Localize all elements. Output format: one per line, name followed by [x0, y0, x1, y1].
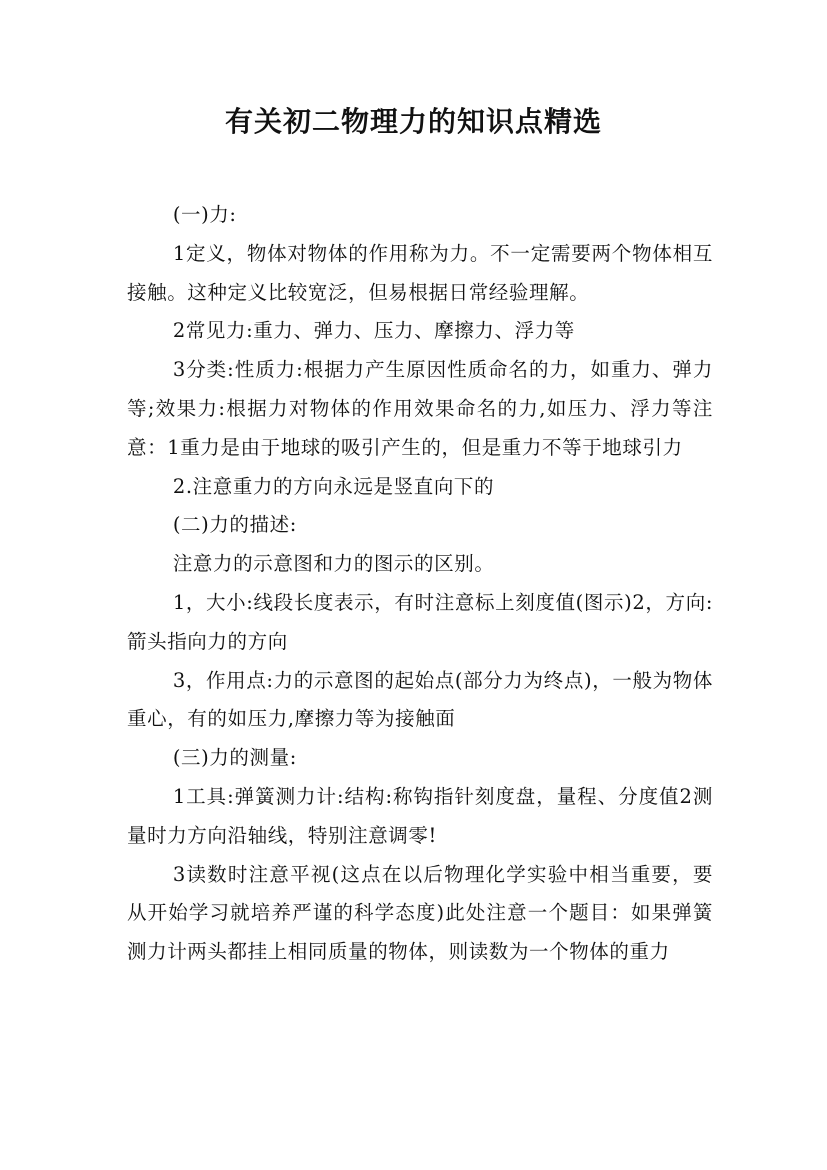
document-title: 有关初二物理力的知识点精选: [224, 105, 602, 138]
paragraph-definition: 1定义，物体对物体的作用称为力。不一定需要两个物体相互接触。这种定义比较宽泛，但易根据日常经验理解。: [127, 241, 713, 304]
paragraph-common-forces: 2常见力:重力、弹力、压力、摩擦力、浮力等: [172, 319, 575, 343]
paragraph-gravity-direction: 2.注意重力的方向永远是竖直向下的: [172, 474, 495, 498]
paragraph-point-of-action: 3，作用点:力的示意图的起始点(部分力为终点)，一般为物体重心，有的如压力,摩擦力等为接触面: [127, 668, 713, 731]
paragraph-diagram-difference: 注意力的示意图和力的图示的区别。: [172, 552, 495, 576]
paragraph-section-1-heading: (一)力:: [172, 203, 237, 226]
paragraph-magnitude-direction: 1，大小:线段长度表示，有时注意标上刻度值(图示)2，方向:箭头指向力的方向: [127, 590, 713, 653]
paragraph-section-2-heading: (二)力的描述:: [172, 513, 297, 537]
paragraph-tool: 1工具:弹簧测力计:结构:称钩指针刻度盘，量程、分度值2测量时力方向沿轴线，特别注意调零!: [127, 784, 713, 847]
document-body: [127, 196, 713, 972]
paragraph-section-3-heading: (三)力的测量:: [172, 746, 297, 770]
paragraph-reading: 3读数时注意平视(这点在以后物理化学实验中相当重要，要从开始学习就培养严谨的科学态度)此处注意一个题目：如果弹簧测力计两头都挂上相同质量的物体，则读数为一个物体的重力: [127, 862, 713, 964]
paragraph-classification: 3分类:性质力:根据力产生原因性质命名的力，如重力、弹力等;效果力:根据力对物体的作用效果命名的力,如压力、浮力等注意：1重力是由于地球的吸引产生的，但是重力不等于地球引力: [127, 358, 713, 459]
